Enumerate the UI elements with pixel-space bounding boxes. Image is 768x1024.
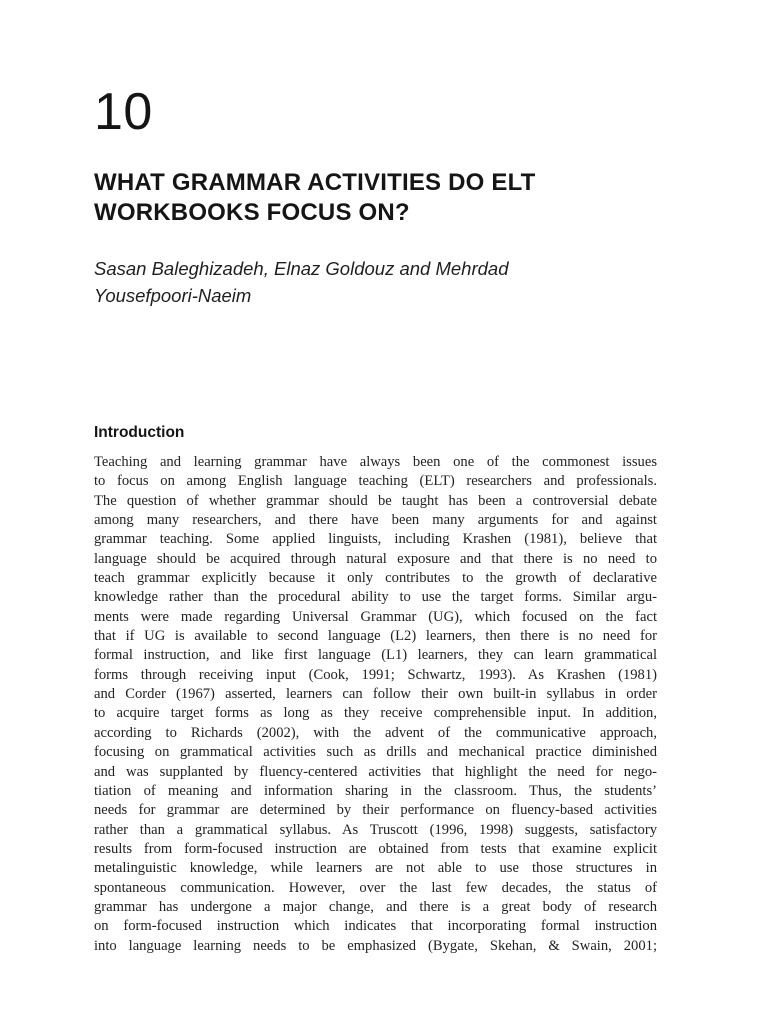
introduction-body [94,453,657,956]
body-line: Teaching and learning grammar have always been one of the commonest issues [94,454,657,470]
body-line: and Corder (1967) asserted, learners can follow their own built-in syllabus in order [94,686,657,703]
body-line: teach grammar explicitly because it only contributes to the growth of declarative [94,570,657,587]
body-line: according to Richards (2002), with the advent of the communicative approach, [94,724,657,741]
body-line: language should be acquired through natural exposure and that there is no need to [94,550,657,567]
body-line: and was supplanted by fluency-centered activities that highlight the need for nego- [94,763,657,780]
body-line: forms through receiving input (Cook, 1991; Schwartz, 1993). As Krashen (1981) [94,666,657,683]
chapter-title-line: WORKBOOKS FOCUS ON? [94,199,410,226]
body-line: knowledge rather than the procedural ability to use the target forms. Similar argu- [94,589,657,606]
body-line: rather than a grammatical syllabus. As Truscott (1996, 1998) suggests, satisfactory [94,821,657,838]
chapter-title [94,168,694,228]
body-line: needs for grammar are determined by their performance on fluency-based activities [94,802,657,819]
chapter-number: 10 [94,83,153,141]
body-line: focusing on grammatical activities such as drills and mechanical practice diminished [94,744,657,761]
section-heading-introduction: Introduction [94,424,185,441]
body-line: spontaneous communication. However, over the last few decades, the status of [94,879,657,896]
body-line: results from form-focused instruction are obtained from tests that examine explicit [94,840,657,857]
chapter-authors [94,255,654,309]
chapter-title-line: WHAT GRAMMAR ACTIVITIES DO ELT [94,169,536,196]
body-line: grammar teaching. Some applied linguists, including Krashen (1981), believe that [94,531,657,548]
body-line: formal instruction, and like first language (L1) learners, they can learn grammatical [94,647,657,664]
body-line: ments were made regarding Universal Grammar (UG), which focused on the fact [94,608,657,625]
authors-line: Yousefpoori-Naeim [94,285,252,306]
body-line: tiation of meaning and information sharing in the classroom. Thus, the students’ [94,782,657,799]
body-line: to focus on among English language teaching (ELT) researchers and professionals. [94,473,657,490]
body-line: into language learning needs to be emphasized (Bygate, Skehan, & Swain, 2001; [94,937,657,954]
body-line: to acquire target forms as long as they receive comprehensible input. In addition, [94,705,657,722]
body-line: that if UG is available to second language (L2) learners, then there is no need for [94,628,657,645]
body-line: on form-focused instruction which indicates that incorporating formal instruction [94,918,657,935]
body-line: among many researchers, and there have been many arguments for and against [94,512,657,529]
body-line: The question of whether grammar should be taught has been a controversial debate [94,492,657,509]
body-line: grammar has undergone a major change, and there is a great body of research [94,898,657,915]
body-line: metalinguistic knowledge, while learners are not able to use those structures in [94,860,657,877]
authors-line: Sasan Baleghizadeh, Elnaz Goldouz and Mehrdad [94,258,509,279]
